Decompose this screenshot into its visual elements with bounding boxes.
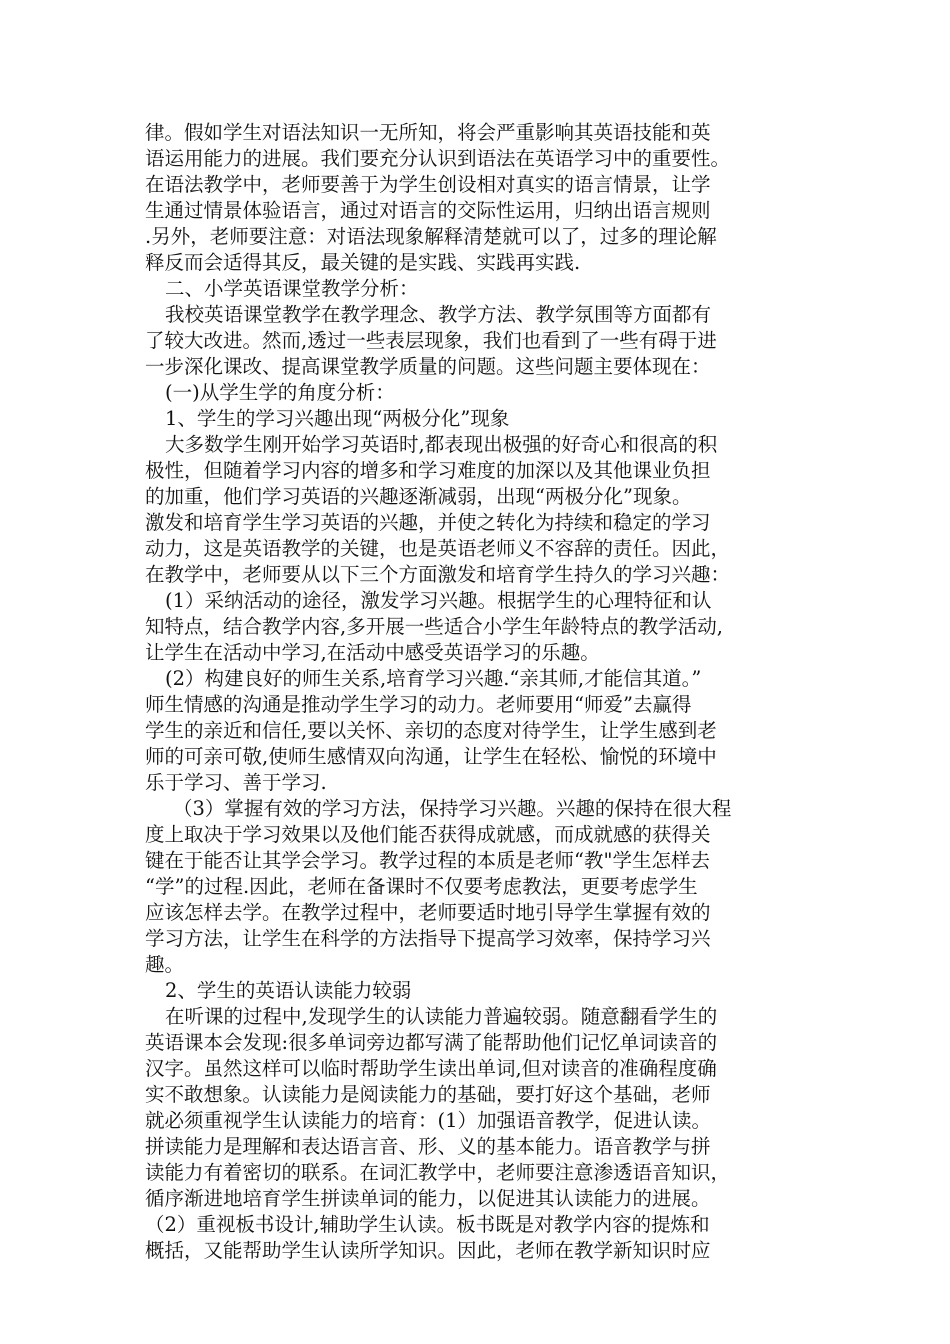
document-body bbox=[145, 120, 835, 1264]
text-line: (一)从学生学的角度分析： bbox=[165, 381, 395, 404]
text-line: 的加重，他们学习英语的兴趣逐渐减弱，出现“两极分化”现象。 bbox=[145, 485, 692, 508]
text-line: 循序渐进地培育学生拼读单词的能力，以促进其认读能力的进展。 bbox=[145, 1187, 711, 1210]
text-line: 应该怎样去学。在教学过程中，老师要适时地引导学生掌握有效的 bbox=[145, 901, 711, 924]
text-line: 度上取决于学习效果以及他们能否获得成就感，而成就感的获得关 bbox=[145, 823, 711, 846]
text-line: （2）重视板书设计,辅助学生认读。板书既是对教学内容的提炼和 bbox=[145, 1213, 710, 1236]
text-line: 在听课的过程中,发现学生的认读能力普遍较弱。随意翻看学生的 bbox=[165, 1005, 718, 1028]
text-line: 语运用能力的进展。我们要充分认识到语法在英语学习中的重要性。 bbox=[145, 147, 731, 170]
text-line: 知特点，结合教学内容,多开展一些适合小学生年龄特点的教学活动, bbox=[145, 615, 723, 638]
text-line: 我校英语课堂教学在教学理念、教学方法、教学氛围等方面都有 bbox=[165, 303, 712, 326]
text-line: 汉字。虽然这样可以临时帮助学生读出单词,但对读音的准确程度确 bbox=[145, 1057, 717, 1080]
text-line: .另外，老师要注意：对语法现象解释清楚就可以了，过多的理论解 bbox=[145, 225, 717, 248]
text-line: 就必须重视学生认读能力的培育：(1）加强语音教学，促进认读。 bbox=[145, 1109, 712, 1132]
text-line: 了较大改进。然而,透过一些表层现象，我们也看到了一些有碍于进 bbox=[145, 329, 717, 352]
text-line: 生通过情景体验语言，通过对语言的交际性运用，归纳出语言规则 bbox=[145, 199, 711, 222]
text-line: 读能力有着密切的联系。在词汇教学中，老师要注意渗透语音知识， bbox=[145, 1161, 731, 1184]
text-line: (2）构建良好的师生关系,培育学习兴趣.“亲其师,才能信其道。” bbox=[165, 667, 702, 690]
text-line: 概括，又能帮助学生认读所学知识。因此，老师在教学新知识时应 bbox=[145, 1239, 711, 1262]
text-line: 拼读能力是理解和表达语言音、形、义的基本能力。语音教学与拼 bbox=[145, 1135, 711, 1158]
text-line: 极性，但随着学习内容的增多和学习难度的加深以及其他课业负担 bbox=[145, 459, 711, 482]
text-line: 2、学生的英语认读能力较弱 bbox=[165, 979, 412, 1002]
text-line: 学习方法，让学生在科学的方法指导下提高学习效率，保持学习兴 bbox=[145, 927, 711, 950]
text-line: 在教学中，老师要从以下三个方面激发和培育学生持久的学习兴趣： bbox=[145, 563, 731, 586]
text-line: 在语法教学中，老师要善于为学生创设相对真实的语言情景，让学 bbox=[145, 173, 711, 196]
text-line: (1）采纳活动的途径，激发学习兴趣。根据学生的心理特征和认 bbox=[165, 589, 712, 612]
text-line: 一步深化课改、提高课堂教学质量的问题。这些问题主要体现在： bbox=[145, 355, 711, 378]
text-line: 师的可亲可敬,使师生感情双向沟通，让学生在轻松、愉悦的环境中 bbox=[145, 745, 717, 768]
text-line: 趣。 bbox=[145, 953, 185, 976]
text-line: 实不敢想象。认读能力是阅读能力的基础，要打好这个基础，老师 bbox=[145, 1083, 711, 1106]
text-line: 二、小学英语课堂教学分析： bbox=[165, 277, 419, 300]
text-line: 激发和培育学生学习英语的兴趣，并使之转化为持续和稳定的学习 bbox=[145, 511, 711, 534]
text-line: 英语课本会发现:很多单词旁边都写满了能帮助他们记忆单词读音的 bbox=[145, 1031, 718, 1054]
text-line: 1、学生的学习兴趣出现“两极分化”现象 bbox=[165, 407, 510, 430]
text-line: 动力，这是英语教学的关键，也是英语老师义不容辞的责任。因此， bbox=[145, 537, 731, 560]
text-line: 乐于学习、善于学习. bbox=[145, 771, 327, 794]
text-line: 律。假如学生对语法知识一无所知，将会严重影响其英语技能和英 bbox=[145, 121, 711, 144]
text-line: 释反而会适得其反，最关键的是实践、实践再实践. bbox=[145, 251, 581, 274]
text-line: 大多数学生刚开始学习英语时,都表现出极强的好奇心和很高的积 bbox=[165, 433, 718, 456]
text-line: （3）掌握有效的学习方法，保持学习兴趣。兴趣的保持在很大程 bbox=[173, 797, 732, 820]
text-line: “学”的过程.因此，老师在备课时不仅要考虑教法，更要考虑学生 bbox=[145, 875, 698, 898]
text-line: 师生情感的沟通是推动学生学习的动力。老师要用“师爱”去赢得 bbox=[145, 693, 692, 716]
text-line: 键在于能否让其学会学习。教学过程的本质是老师“教"学生怎样去 bbox=[145, 849, 710, 872]
text-line: 让学生在活动中学习,在活动中感受英语学习的乐趣。 bbox=[145, 641, 600, 664]
text-line: 学生的亲近和信任,要以关怀、亲切的态度对待学生，让学生感到老 bbox=[145, 719, 717, 742]
